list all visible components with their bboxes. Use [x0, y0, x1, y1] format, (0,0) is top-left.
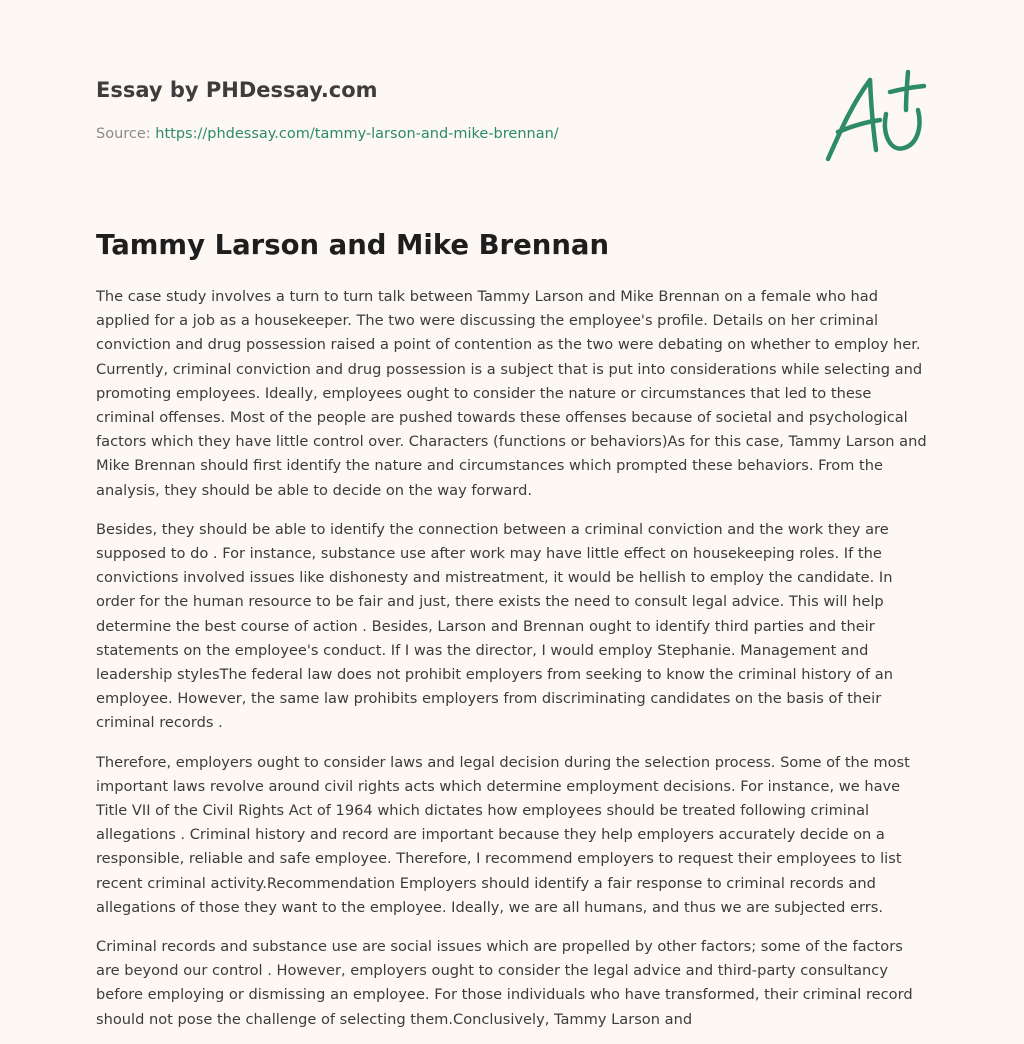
essay-title: Tammy Larson and Mike Brennan [96, 229, 610, 261]
a-plus-logo-icon [818, 62, 930, 166]
site-title: Essay by PHDessay.com [96, 78, 378, 102]
source-link[interactable]: https://phdessay.com/tammy-larson-and-mike-brennan/ [155, 126, 559, 142]
essay-paragraph: Besides, they should be able to identify the connection between a criminal conviction and the work they are supposed to do . For instance, substance use after work may have little effect on housekeeping roles. If the convictions involved issues like dishonesty and mistreatment, it would be hellish to employ the candidate. In order for the human resource to be fair and just, there exists the need to consult legal advice. This will help determine the best course of action . Besides, Larson and Brennan ought to identify third parties and their statements on the employee's conduct. If I was the director, I would employ Stephanie. Management and leadership stylesThe federal law does not prohibit employers from seeking to know the criminal history of an employee. However, the same law prohibits employers from discriminating candidates on the basis of their criminal records . [96, 520, 893, 732]
essay-paragraph: Criminal records and substance use are social issues which are propelled by other factors; some of the factors are beyond our control . However, employers ought to consider the legal advice and third-party consultancy before employing or dismissing an employee. For those individuals who have transformed, their criminal record should not pose the challenge of selecting them.Conclusively, Tammy Larson and [96, 938, 913, 1028]
essay-header [96, 76, 926, 144]
essay-paragraph: Therefore, employers ought to consider laws and legal decision during the selection process. Some of the most important laws revolve around civil rights acts which determine employment decisions. For instance, we have Title VII of the Civil Rights Act of 1964 which dictates how employees should be treated following criminal allegations . Criminal history and record are important because they help employers accurately decide on a responsible, reliable and safe employee. Therefore, I recommend employers to request their employees to list recent criminal activity.Recommendation Employers should identify a fair response to criminal records and allegations of those they want to the employee. Ideally, we are all humans, and thus we are subjected errs. [96, 753, 910, 916]
essay-body [96, 285, 930, 1044]
essay-paragraph: The case study involves a turn to turn talk between Tammy Larson and Mike Brennan on a female who had applied for a job as a housekeeper. The two were discussing the employee's profile. Details on her criminal conviction and drug possession raised a point of contention as the two were debating on whether to employ her. Currently, criminal conviction and drug possession is a subject that is put into considerations while selecting and promoting employees. Ideally, employees ought to consider the nature or circumstances that led to these criminal offenses. Most of the people are pushed towards these offenses because of societal and psychological factors which they have little control over. Characters (functions or behaviors)As for this case, Tammy Larson and Mike Brennan should first identify the nature and circumstances which prompted these behaviors. From the analysis, they should be able to decide on the way forward. [96, 288, 927, 499]
source-line [96, 124, 926, 144]
source-label: Source: [96, 126, 151, 142]
